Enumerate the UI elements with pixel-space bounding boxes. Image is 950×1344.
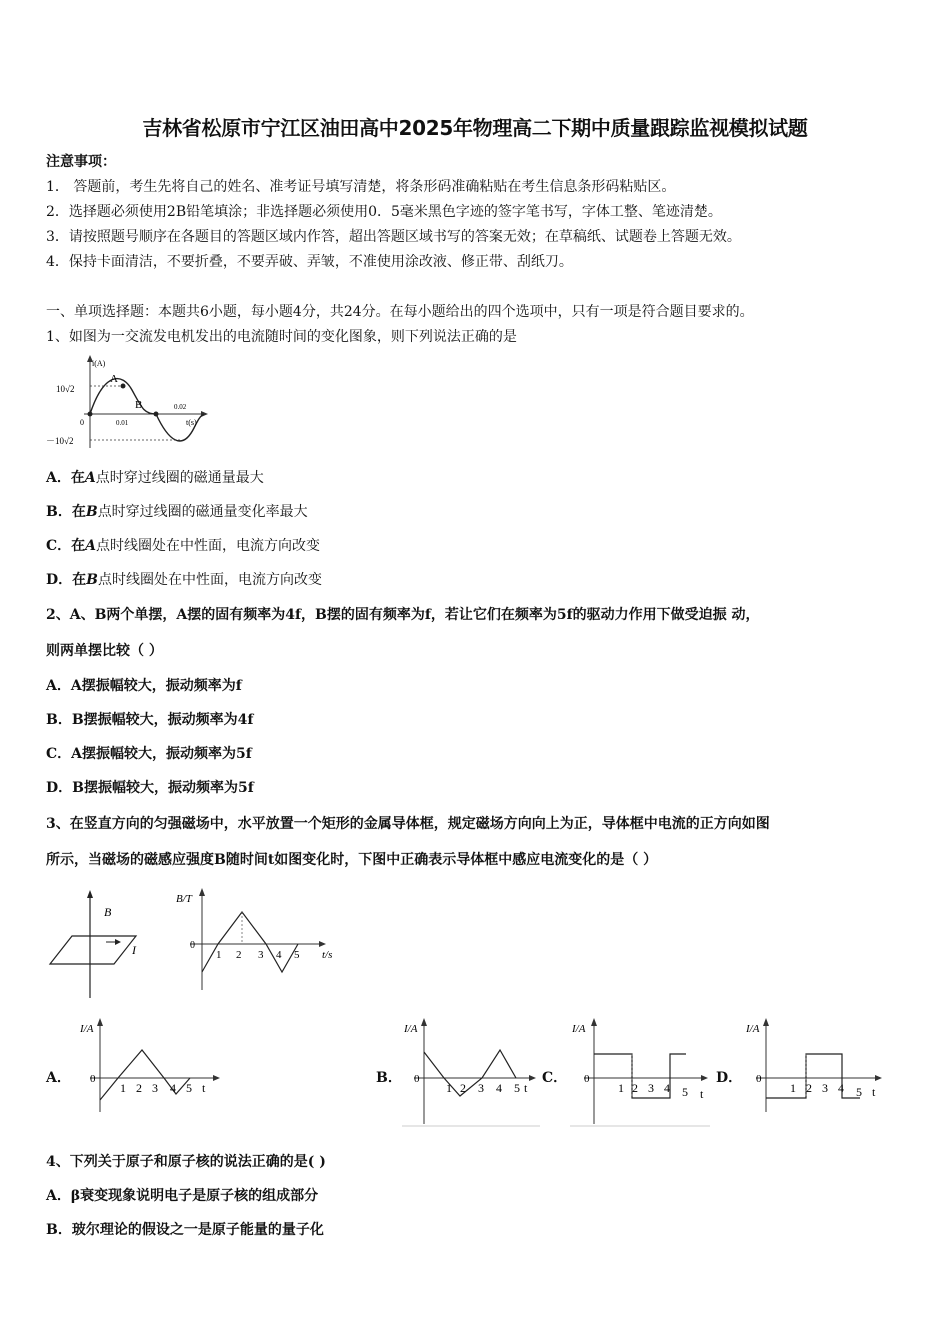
q3-frame-diagram: [46, 888, 156, 1000]
q3b-xlabel: t: [524, 1081, 528, 1095]
q1-option-d-label: D．在: [46, 572, 87, 588]
q3c-origin: 0: [584, 1073, 590, 1085]
q3-graph-c: [570, 1014, 716, 1128]
q1-option-c: [46, 536, 320, 556]
q2-option-a: A．A摆振幅较大，振动频率为f: [46, 678, 242, 694]
q1-xlabel: t(s): [186, 418, 197, 427]
q1-option-d-var: B: [86, 572, 98, 588]
q1-yneg-label: －10√2: [46, 436, 74, 446]
q3a-origin: 0: [90, 1073, 96, 1085]
q3b-tick-2: 2: [460, 1081, 466, 1095]
page-title: 吉林省松原市宁江区油田高中2025年物理高二下期中质量跟踪监视模拟试题: [142, 116, 808, 140]
point-b: [154, 412, 159, 417]
question-4-stem: 4、下列关于原子和原子核的说法正确的是( ): [46, 1154, 326, 1170]
q3-choice-c-label: C．: [542, 1070, 568, 1086]
q3-bt-tick-2: 2: [236, 949, 242, 961]
q1-option-c-var: A: [85, 538, 97, 554]
section-heading: 一、单项选择题：本题共6小题，每小题4分，共24分。在每小题给出的四个选项中，只有一项是符合题目要求的。: [46, 304, 754, 320]
q3d-xlabel: t: [872, 1085, 876, 1099]
notice-item: 4．保持卡面清洁，不要折叠，不要弄破、弄皱，不准使用涂改液、修正带、刮纸刀。: [46, 254, 573, 270]
q3a-tick-3: 3: [152, 1081, 158, 1095]
q3-bt-xlabel: t/s: [322, 949, 333, 961]
q3b-tick-4: 4: [496, 1081, 502, 1095]
q3b-tick-1: 1: [446, 1081, 452, 1095]
q3a-xlabel: t: [202, 1081, 206, 1095]
notice-item: 3．请按照题号顺序在各题目的答题区域内作答，超出答题区域书写的答案无效；在草稿纸、试题卷上答题无效。: [46, 229, 741, 245]
question-2-stem: 2、A、B两个单摆，A摆的固有频率为4f，B摆的固有频率为f，若让它们在频率为5f的驱动力作用下做受迫振 动，: [46, 607, 760, 623]
q1-option-b-text: 点时穿过线圈的磁通量变化率最大: [97, 504, 308, 520]
q3-i-label: I: [132, 943, 136, 957]
q3-choice-d-label: D．: [716, 1070, 743, 1086]
q1-point-a-label: A: [110, 373, 118, 385]
q4-option-b: B．玻尔理论的假设之一是原子能量的量子化: [46, 1222, 324, 1238]
q3-bt-tick-4: 4: [276, 949, 282, 961]
q3b-origin: 0: [414, 1073, 420, 1085]
q3a-tick-1: 1: [120, 1081, 126, 1095]
q1-option-b: [46, 502, 308, 522]
q3a-tick-2: 2: [136, 1081, 142, 1095]
q3d-tick-1: 1: [790, 1081, 796, 1095]
q2-option-b: B．B摆振幅较大，振动频率为4f: [46, 712, 254, 728]
q2-option-c: C．A摆振幅较大，振动频率为5f: [46, 746, 252, 762]
q1-origin-label: 0: [80, 418, 84, 427]
q3d-tick-4: 4: [838, 1081, 844, 1095]
q3d-tick-5: 5: [856, 1085, 862, 1099]
q3-bt-origin: 0: [190, 940, 195, 951]
q1-current-graph: [46, 352, 216, 452]
q3b-tick-5: 5: [514, 1081, 520, 1095]
q3c-xlabel: t: [700, 1087, 704, 1101]
notice-item: 1． 答题前，考生先将自己的姓名、准考证号填写清楚，将条形码准确粘贴在考生信息条形码粘贴区。: [46, 179, 676, 195]
q1-point-b-label: B: [135, 399, 143, 411]
q3c-tick-2: 2: [632, 1081, 638, 1095]
q4-option-a: A．β衰变现象说明电子是原子核的组成部分: [46, 1188, 319, 1204]
q3c-tick-4: 4: [664, 1081, 670, 1095]
q1-option-a-label: A．在: [46, 470, 85, 486]
q3b-tick-3: 3: [478, 1081, 484, 1095]
q1-option-c-label: C．在: [46, 538, 86, 554]
q3-choice-a-label: A．: [46, 1070, 71, 1086]
q3a-ylabel: I/A: [80, 1023, 94, 1035]
q3-bt-graph: [170, 886, 350, 994]
q3d-origin: 0: [756, 1073, 762, 1085]
q3c-tick-1: 1: [618, 1081, 624, 1095]
notice-heading: 注意事项：: [46, 154, 116, 170]
q1-option-d-text: 点时线圈处在中性面，电流方向改变: [97, 572, 322, 588]
q1-option-a-var: A: [84, 470, 96, 486]
q3c-tick-5: 5: [682, 1085, 688, 1099]
q3-graph-a: [76, 1014, 226, 1114]
q3-bt-tick-3: 3: [258, 949, 264, 961]
question-2-stem-cont: 则两单摆比较（ ）: [46, 643, 163, 659]
q3b-ylabel: I/A: [404, 1023, 418, 1035]
q3d-ylabel: I/A: [746, 1023, 760, 1035]
question-1-stem: 1、如图为一交流发电机发出的电流随时间的变化图象，则下列说法正确的是: [46, 329, 517, 345]
q1-option-c-text: 点时线圈处在中性面，电流方向改变: [96, 538, 321, 554]
q1-ypos-label: 10√2: [56, 384, 75, 394]
q3-graph-d: [744, 1014, 890, 1114]
question-3-stem: 3、在竖直方向的匀强磁场中，水平放置一个矩形的金属导体框，规定磁场方向向上为正，导体框中电流的正方向如图: [46, 816, 770, 832]
q1-option-b-var: B: [85, 504, 98, 520]
q1-tick-0-02: 0.02: [174, 403, 187, 411]
q3c-tick-3: 3: [648, 1081, 654, 1095]
q2-option-d: D．B摆振幅较大，振动频率为5f: [46, 780, 254, 796]
q3c-ylabel: I/A: [572, 1023, 586, 1035]
question-3-stem-cont: 所示，当磁场的磁感应强度B随时间t如图变化时，下图中正确表示导体框中感应电流变化的是（ ）: [46, 852, 658, 868]
q3a-tick-4: 4: [170, 1081, 176, 1095]
q3d-tick-2: 2: [806, 1081, 812, 1095]
q3a-tick-5: 5: [186, 1081, 192, 1095]
q3-choice-b-label: B．: [376, 1070, 402, 1086]
q3-bt-ylabel: B/T: [176, 893, 192, 905]
q3d-tick-3: 3: [822, 1081, 828, 1095]
q1-ylabel: i(A): [92, 359, 106, 368]
q1-option-a-text: 点时穿过线圈的磁通量最大: [95, 470, 264, 486]
notice-item: 2．选择题必须使用2B铅笔填涂；非选择题必须使用0．5毫米黑色字迹的签字笔书写，字体工整、笔迹清楚。: [46, 204, 722, 220]
q3-graph-b: [402, 1014, 544, 1128]
q1-option-d: [46, 570, 322, 590]
origin-point: [88, 412, 93, 417]
q1-option-b-label: B．在: [46, 504, 86, 520]
q3-bt-tick-1: 1: [216, 949, 222, 961]
q3-bt-tick-5: 5: [294, 949, 300, 961]
q1-option-a: [46, 468, 264, 488]
q1-tick-0-01: 0.01: [116, 419, 129, 427]
point-a: [121, 384, 126, 389]
q3-b-label: B: [104, 905, 112, 919]
